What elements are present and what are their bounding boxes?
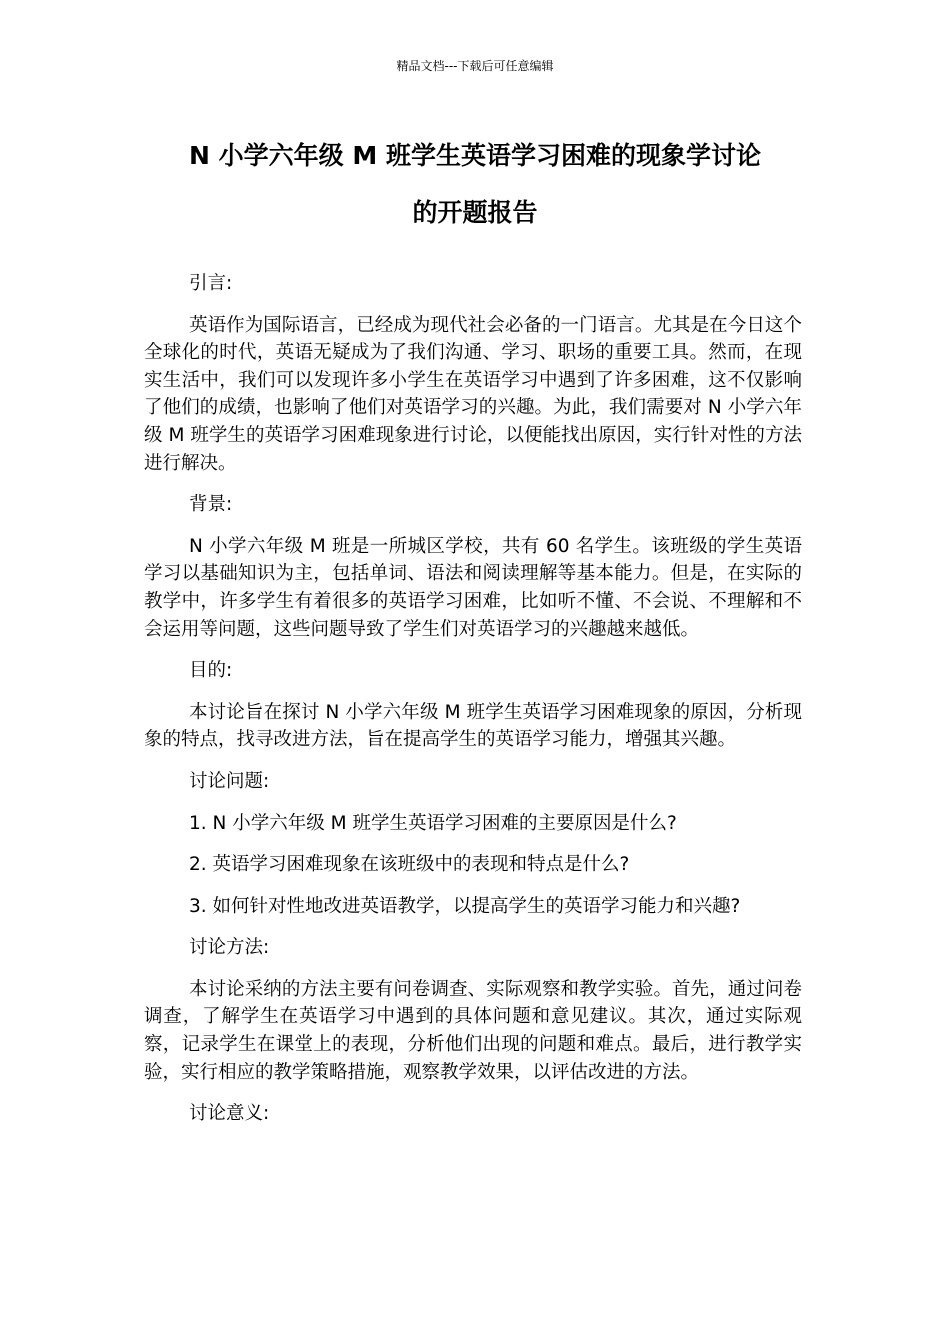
background-paragraph: N 小学六年级 M 班是一所城区学校，共有 60 名学生。该班级的学生英语学习以基础知识为主，包括单词、语法和阅读理解等基本能力。但是，在实际的教学中，许多学生有着很多的英语学习困难，比如听不懂、不会说、不理解和不会运用等问题，这些问题导致了学生们对英语学习的兴趣越来越低。 [144,535,802,640]
purpose-heading: 目的: [189,660,233,682]
question-item-3: 3. 如何针对性地改进英语教学，以提高学生的英语学习能力和兴趣? [189,895,741,917]
purpose-paragraph: 本讨论旨在探讨 N 小学六年级 M 班学生英语学习困难现象的原因，分析现象的特点，找寻改进方法，旨在提高学生的英语学习能力，增强其兴趣。 [144,701,802,751]
significance-heading: 讨论意义: [189,1103,270,1125]
questions-heading: 讨论问题: [189,770,270,792]
method-paragraph: 本讨论采纳的方法主要有问卷调查、实际观察和教学实验。首先，通过问卷调查，了解学生在英语学习中遇到的具体问题和意见建议。其次，通过实际观察，记录学生在课堂上的表现，分析他们出现的问题和难点。最后，进行教学实验，实行相应的教学策略措施，观察教学效果，以评估改进的方法。 [144,978,802,1083]
document-body [144,270,802,1142]
method-heading: 讨论方法: [189,937,270,959]
question-item-2: 2. 英语学习困难现象在该班级中的表现和特点是什么? [189,854,630,876]
document-title-line-1: N 小学六年级 M 班学生英语学习困难的现象学讨论 [189,141,761,170]
background-heading: 背景: [189,494,233,516]
header-note: 精品文档---下载后可任意编辑 [396,59,554,73]
intro-heading: 引言: [189,273,233,294]
document-title-line-2: 的开题报告 [412,198,538,227]
question-item-1: 1. N 小学六年级 M 班学生英语学习困难的主要原因是什么? [189,812,677,834]
intro-paragraph: 英语作为国际语言，已经成为现代社会必备的一门语言。尤其是在今日这个全球化的时代，英语无疑成为了我们沟通、学习、职场的重要工具。然而，在现实生活中，我们可以发现许多小学生在英语学习中遇到了许多困难，这不仅影响了他们的成绩，也影响了他们对英语学习的兴趣。为此，我们需要对 N 小学六年级 M 班学生的英语学习困难现象进行讨论，以便能找出原因，实行针对性的方法进行解决。 [144,314,802,474]
